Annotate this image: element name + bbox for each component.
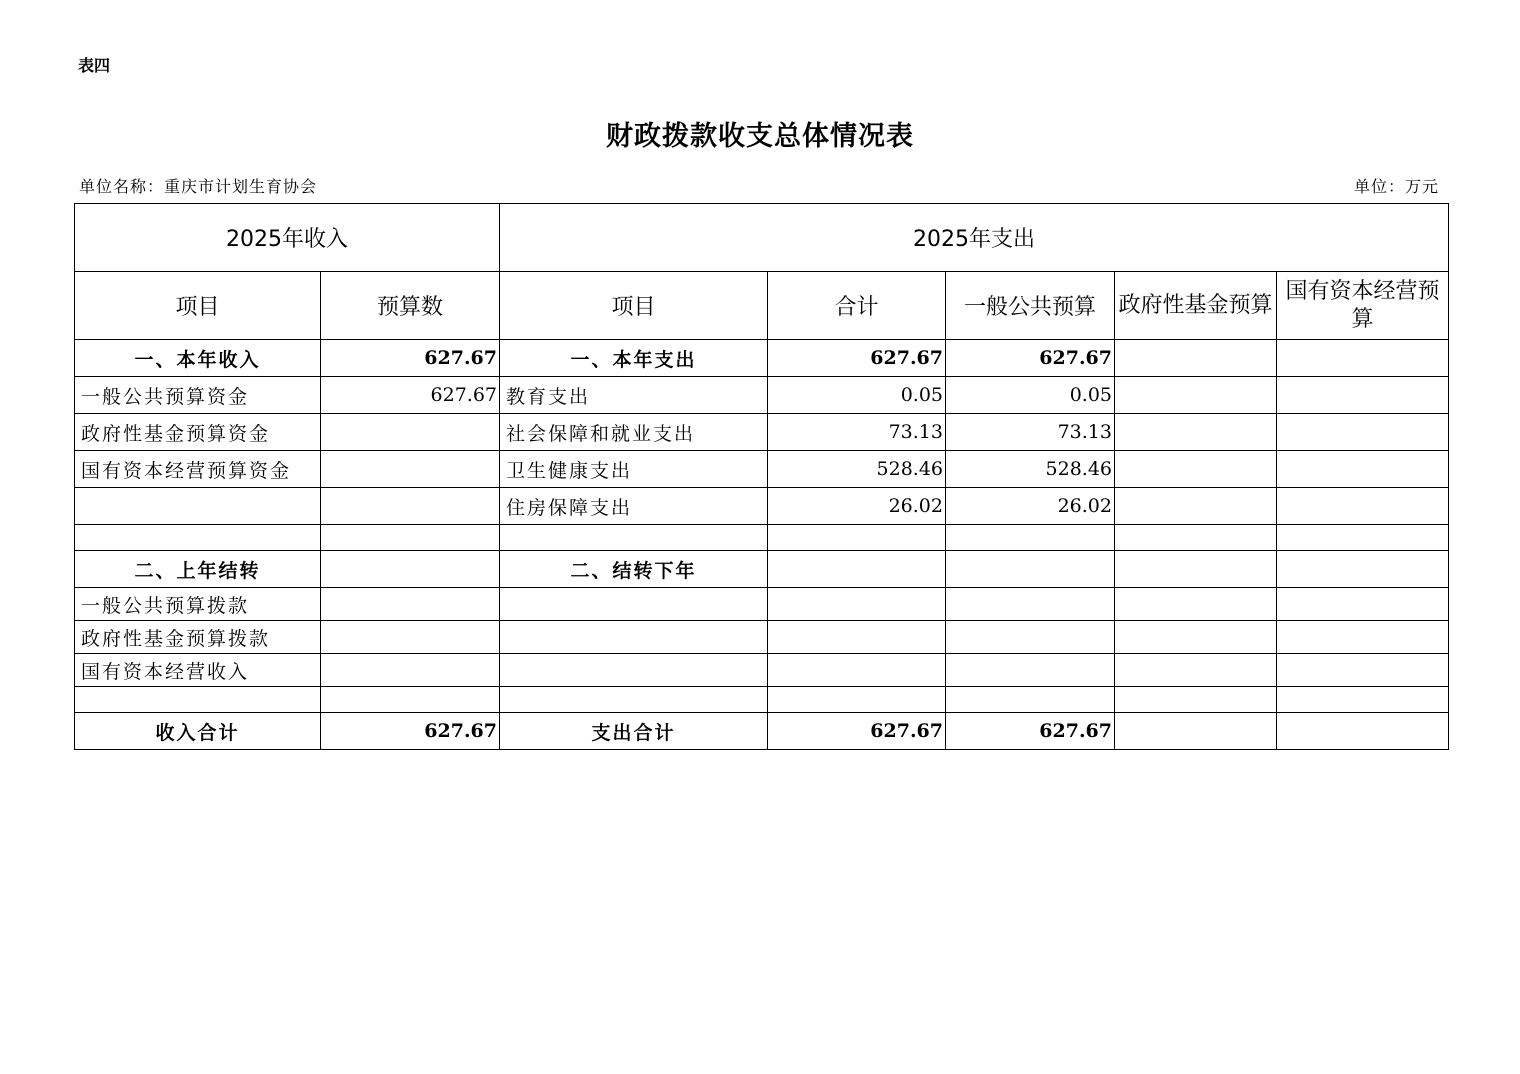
table-row	[75, 551, 1449, 588]
expense-total-header: 合计	[768, 272, 946, 340]
gov-fund-cell	[1115, 340, 1277, 377]
expense-item-cell: 社会保障和就业支出	[500, 414, 768, 451]
gov-fund-cell	[1115, 414, 1277, 451]
general-budget-cell: 0.05	[946, 377, 1115, 414]
income-value-cell: 627.67	[321, 340, 500, 377]
gov-fund-cell	[1115, 654, 1277, 687]
expense-total-cell: 627.67	[768, 340, 946, 377]
general-budget-header: 一般公共预算	[946, 272, 1115, 340]
page-title: 财政拨款收支总体情况表	[606, 121, 914, 152]
gov-fund-cell	[1115, 525, 1277, 551]
income-item-cell	[75, 525, 321, 551]
expense-item-cell	[500, 525, 768, 551]
income-item-cell: 一般公共预算资金	[75, 377, 321, 414]
expense-total-cell	[768, 687, 946, 713]
expense-item-cell: 一、本年支出	[500, 340, 768, 377]
state-capital-cell	[1277, 654, 1449, 687]
state-capital-cell	[1277, 713, 1449, 750]
income-item-cell	[75, 488, 321, 525]
gov-fund-cell	[1115, 488, 1277, 525]
state-capital-cell	[1277, 621, 1449, 654]
income-value-cell	[321, 551, 500, 588]
income-value-cell	[321, 687, 500, 713]
income-item-cell: 二、上年结转	[75, 551, 321, 588]
gov-fund-cell	[1115, 451, 1277, 488]
income-value-cell	[321, 621, 500, 654]
table-row	[75, 713, 1449, 750]
expense-item-cell: 二、结转下年	[500, 551, 768, 588]
general-budget-cell: 26.02	[946, 488, 1115, 525]
table-row	[75, 451, 1449, 488]
table-row	[75, 340, 1449, 377]
header-row-group	[75, 204, 1449, 272]
expense-total-cell	[768, 588, 946, 621]
income-value-cell	[321, 588, 500, 621]
income-value-cell	[321, 525, 500, 551]
state-capital-cell	[1277, 488, 1449, 525]
expense-item-cell	[500, 654, 768, 687]
expense-item-cell: 支出合计	[500, 713, 768, 750]
expense-item-header: 项目	[500, 272, 768, 340]
income-value-cell	[321, 414, 500, 451]
general-budget-cell	[946, 551, 1115, 588]
gov-fund-header: 政府性基金预算	[1115, 272, 1277, 340]
income-item-cell: 一、本年收入	[75, 340, 321, 377]
general-budget-cell	[946, 654, 1115, 687]
income-item-cell	[75, 687, 321, 713]
expense-total-cell: 0.05	[768, 377, 946, 414]
gov-fund-cell	[1115, 551, 1277, 588]
header-row-columns	[75, 272, 1449, 340]
income-item-header: 项目	[75, 272, 321, 340]
state-capital-cell	[1277, 525, 1449, 551]
table-row	[75, 621, 1449, 654]
expense-item-cell	[500, 687, 768, 713]
expense-total-cell: 73.13	[768, 414, 946, 451]
state-capital-cell	[1277, 687, 1449, 713]
income-value-cell: 627.67	[321, 713, 500, 750]
table-row	[75, 588, 1449, 621]
state-capital-cell	[1277, 340, 1449, 377]
general-budget-cell: 627.67	[946, 713, 1115, 750]
expense-item-cell: 住房保障支出	[500, 488, 768, 525]
expense-item-cell	[500, 621, 768, 654]
expense-total-cell	[768, 621, 946, 654]
income-item-cell: 一般公共预算拨款	[75, 588, 321, 621]
expense-total-cell: 26.02	[768, 488, 946, 525]
income-item-cell: 政府性基金预算资金	[75, 414, 321, 451]
state-capital-cell	[1277, 551, 1449, 588]
expense-total-cell	[768, 551, 946, 588]
general-budget-cell	[946, 525, 1115, 551]
table-row	[75, 525, 1449, 551]
expense-total-cell: 627.67	[768, 713, 946, 750]
table-row	[75, 488, 1449, 525]
gov-fund-cell	[1115, 377, 1277, 414]
gov-fund-cell	[1115, 713, 1277, 750]
expense-group-header: 2025年支出	[500, 204, 1449, 272]
state-capital-cell	[1277, 377, 1449, 414]
income-budget-header: 预算数	[321, 272, 500, 340]
state-capital-cell	[1277, 451, 1449, 488]
table-number: 表四	[78, 56, 111, 75]
income-value-cell	[321, 451, 500, 488]
income-value-cell	[321, 654, 500, 687]
income-item-cell: 国有资本经营收入	[75, 654, 321, 687]
general-budget-cell: 73.13	[946, 414, 1115, 451]
table-row	[75, 377, 1449, 414]
income-item-cell: 政府性基金预算拨款	[75, 621, 321, 654]
expense-total-cell: 528.46	[768, 451, 946, 488]
expense-total-cell	[768, 654, 946, 687]
unit-name: 单位名称：重庆市计划生育协会	[79, 177, 318, 196]
income-value-cell	[321, 488, 500, 525]
expense-total-cell	[768, 525, 946, 551]
expense-item-cell: 教育支出	[500, 377, 768, 414]
general-budget-cell: 528.46	[946, 451, 1115, 488]
table-row	[75, 414, 1449, 451]
expense-item-cell: 卫生健康支出	[500, 451, 768, 488]
gov-fund-cell	[1115, 687, 1277, 713]
table-row	[75, 687, 1449, 713]
gov-fund-cell	[1115, 588, 1277, 621]
income-item-cell: 收入合计	[75, 713, 321, 750]
fiscal-summary-table	[74, 203, 1449, 750]
expense-item-cell	[500, 588, 768, 621]
gov-fund-cell	[1115, 621, 1277, 654]
state-capital-cell	[1277, 414, 1449, 451]
income-item-cell: 国有资本经营预算资金	[75, 451, 321, 488]
table-row	[75, 654, 1449, 687]
income-value-cell: 627.67	[321, 377, 500, 414]
general-budget-cell	[946, 687, 1115, 713]
general-budget-cell	[946, 588, 1115, 621]
state-capital-header: 国有资本经营预算	[1277, 272, 1449, 340]
general-budget-cell	[946, 621, 1115, 654]
currency-unit: 单位：万元	[1354, 177, 1440, 196]
income-group-header: 2025年收入	[75, 204, 500, 272]
state-capital-cell	[1277, 588, 1449, 621]
table-body	[75, 340, 1449, 750]
general-budget-cell: 627.67	[946, 340, 1115, 377]
